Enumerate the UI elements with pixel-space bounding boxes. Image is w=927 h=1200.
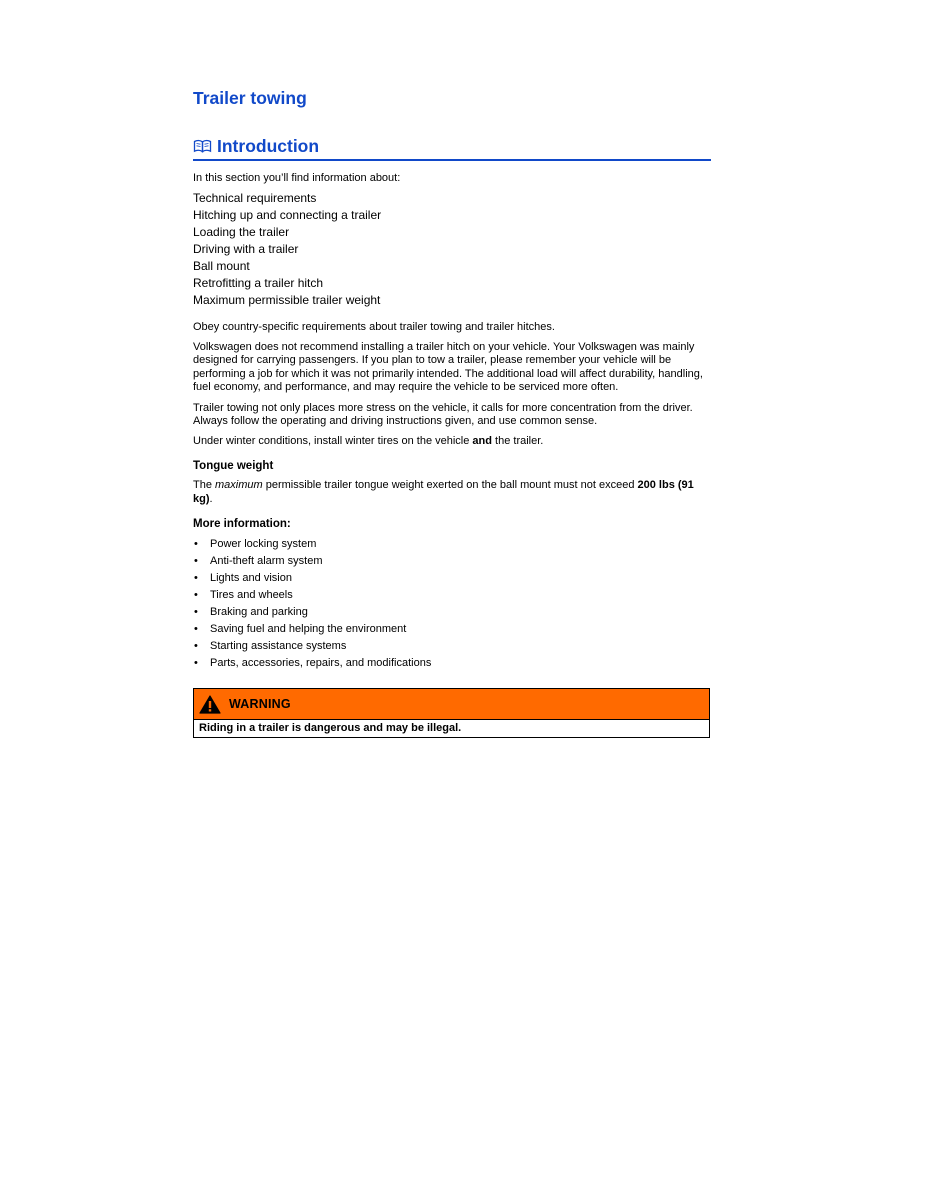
more-info-link[interactable] xyxy=(193,536,711,553)
more-info-list xyxy=(193,536,711,672)
tongue-text-middle: permissible trailer tongue weight exerted on the ball mount must not exceed xyxy=(262,479,638,491)
bullet-icon: • xyxy=(194,623,198,635)
topic-item: Driving with a trailer xyxy=(193,242,299,256)
tongue-text-bold: 200 lbs (91 kg) xyxy=(193,479,694,505)
topic-list xyxy=(193,190,711,309)
winter-text-bold: and xyxy=(472,434,492,447)
more-info-link[interactable] xyxy=(193,553,711,570)
bullet-icon: • xyxy=(194,589,198,601)
book-icon xyxy=(193,139,212,153)
topic-item: Loading the trailer xyxy=(193,225,290,239)
paragraph-obey: Obey country-specific requirements about trailer towing and trailer hitches. xyxy=(193,321,555,333)
manual-page xyxy=(193,86,711,738)
more-info-label: Parts, accessories, repairs, and modifications xyxy=(210,657,432,669)
tongue-text-before: The xyxy=(193,479,216,491)
tongue-weight-heading: Tongue weight xyxy=(193,460,274,472)
tongue-text-italic: maximum xyxy=(215,479,263,491)
topic-item: Technical requirements xyxy=(193,191,317,205)
page-title: Trailer towing xyxy=(193,88,307,108)
more-info-link[interactable] xyxy=(193,621,711,638)
more-info-label: Anti-theft alarm system xyxy=(210,555,323,567)
warning-header xyxy=(194,689,709,720)
more-info-label: Starting assistance systems xyxy=(210,640,347,652)
more-info-label: Power locking system xyxy=(210,538,317,550)
winter-text-after: the trailer. xyxy=(491,434,544,447)
tongue-weight-paragraph xyxy=(193,479,711,506)
warning-triangle-icon xyxy=(199,695,221,714)
more-info-link[interactable] xyxy=(193,655,711,672)
tongue-text-after: . xyxy=(209,492,213,505)
topic-item: Hitching up and connecting a trailer xyxy=(193,208,382,222)
warning-text: Riding in a trailer is dangerous and may be illegal. xyxy=(199,722,462,734)
winter-text-before: Under winter conditions, install winter tires on the vehicle xyxy=(193,434,473,447)
warning-title: WARNING xyxy=(229,697,291,711)
more-info-link[interactable] xyxy=(193,604,711,621)
more-info-label: Lights and vision xyxy=(210,572,292,584)
more-info-label: Saving fuel and helping the environment xyxy=(210,623,407,635)
bullet-icon: • xyxy=(194,606,198,618)
bullet-icon: • xyxy=(194,538,198,550)
bullet-icon: • xyxy=(194,640,198,652)
intro-line: In this section you’ll find information about: xyxy=(193,172,401,184)
section-title: Introduction xyxy=(217,136,320,156)
paragraph-winter xyxy=(193,435,711,449)
more-info-link[interactable] xyxy=(193,638,711,655)
more-info-label: Tires and wheels xyxy=(210,589,293,601)
section-header xyxy=(193,134,711,161)
bullet-icon: • xyxy=(194,657,198,669)
bullet-icon: • xyxy=(194,572,198,584)
bullet-icon: • xyxy=(194,555,198,567)
warning-box xyxy=(193,688,710,738)
more-info-label: Braking and parking xyxy=(210,606,308,618)
topic-item: Ball mount xyxy=(193,259,250,273)
more-info-link[interactable] xyxy=(193,570,711,587)
more-info-link[interactable] xyxy=(193,587,711,604)
more-info-heading: More information: xyxy=(193,518,291,530)
paragraph-towing: Trailer towing not only places more stress on the vehicle, it calls for more concentration from the driver. Always follow the operating and driving instructions given, and use common sense. xyxy=(193,401,693,427)
paragraph-volkswagen: Volkswagen does not recommend installing a trailer hitch on your vehicle. Your Volkswagen was mainly designed for carrying passengers. If you plan to tow a trailer, please remember your vehicle will be performing a job for which it was not primarily intended. The additional load will affect durability, handling, fuel economy, and performance, and may require the vehicle to be serviced more often. xyxy=(193,340,703,393)
topic-item: Maximum permissible trailer weight xyxy=(193,293,381,307)
topic-item: Retrofitting a trailer hitch xyxy=(193,276,324,290)
